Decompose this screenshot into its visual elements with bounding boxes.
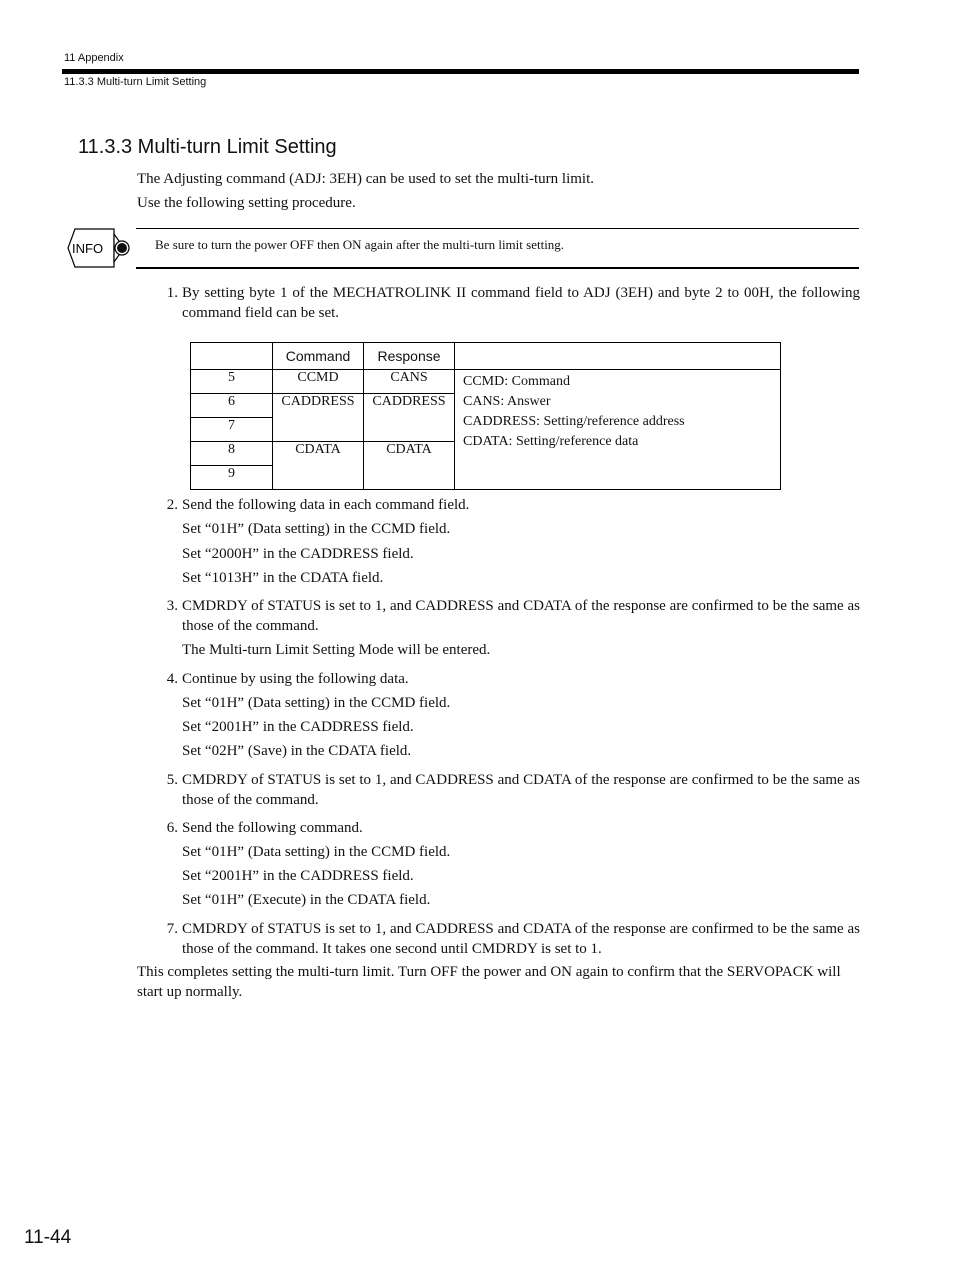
- step-7: [160, 920, 860, 959]
- step-3: [160, 597, 860, 636]
- table-command-cell: CCMD: [273, 370, 364, 394]
- info-text: Be sure to turn the power OFF then ON again after the multi-turn limit setting.: [155, 237, 565, 252]
- intro-line-2: Use the following setting procedure.: [137, 195, 356, 211]
- table-command-cell: CDATA: [273, 442, 364, 490]
- table-note: CADDRESS: Setting/reference address: [463, 414, 685, 429]
- step-text: Send the following command.: [182, 820, 363, 836]
- step-number: 1.: [166, 285, 178, 301]
- command-field-table: [190, 342, 781, 490]
- step-sub-line: Set “01H” (Execute) in the CDATA field.: [182, 892, 431, 908]
- table-byte-cell: 7: [191, 418, 273, 442]
- table-header-notes: [455, 343, 781, 370]
- conclusion-text: This completes setting the multi-turn limit. Turn OFF the power and ON again to confirm that the SERVOPACK will start up normally.: [137, 964, 841, 1000]
- step-number: 3.: [166, 598, 178, 614]
- step-text: CMDRDY of STATUS is set to 1, and CADDRESS and CDATA of the response are confirmed to be the same as those of the command.: [182, 598, 860, 634]
- step-text: By setting byte 1 of the MECHATROLINK II command field to ADJ (3EH) and byte 2 to 00H, the following command field can be set.: [182, 285, 860, 321]
- step-number: 2.: [166, 497, 178, 513]
- table-byte-cell: 6: [191, 394, 273, 418]
- info-icon: [67, 228, 133, 268]
- header-rule: [62, 69, 859, 74]
- step-number: 4.: [166, 671, 178, 687]
- table-note: CANS: Answer: [463, 394, 551, 409]
- table-header-response: Response: [364, 343, 455, 370]
- table-response-cell: CADDRESS: [364, 394, 455, 442]
- step-number: 5.: [166, 772, 178, 788]
- step-text: CMDRDY of STATUS is set to 1, and CADDRESS and CDATA of the response are confirmed to be the same as those of the command. It takes one second until CMDRDY is set to 1.: [182, 921, 860, 957]
- table-command-cell: CADDRESS: [273, 394, 364, 442]
- table-response-cell: CANS: [364, 370, 455, 394]
- step-4: [160, 670, 860, 690]
- table-byte-cell: 9: [191, 466, 273, 490]
- step-sub-line: The Multi-turn Limit Setting Mode will be entered.: [182, 642, 491, 658]
- table-header-command: Command: [273, 343, 364, 370]
- step-sub-line: Set “2001H” in the CADDRESS field.: [182, 719, 414, 735]
- table-header-byte: [191, 343, 273, 370]
- step-sub-line: Set “01H” (Data setting) in the CCMD field.: [182, 695, 451, 711]
- step-text: Continue by using the following data.: [182, 671, 409, 687]
- table-note: CCMD: Command: [463, 374, 570, 389]
- step-6: [160, 819, 860, 839]
- table-byte-cell: 5: [191, 370, 273, 394]
- info-top-rule: [136, 228, 859, 229]
- step-2: [160, 496, 860, 516]
- table-note: CDATA: Setting/reference data: [463, 434, 639, 449]
- header-chapter: 11 Appendix: [64, 52, 124, 64]
- step-text: Send the following data in each command field.: [182, 497, 470, 513]
- step-number: 7.: [166, 921, 178, 937]
- step-sub-line: Set “02H” (Save) in the CDATA field.: [182, 743, 412, 759]
- step-number: 6.: [166, 820, 178, 836]
- section-title: 11.3.3 Multi-turn Limit Setting: [78, 136, 337, 158]
- header-section: 11.3.3 Multi-turn Limit Setting: [64, 76, 207, 88]
- page-number: 11-44: [24, 1227, 72, 1248]
- info-icon-label: INFO: [72, 241, 104, 256]
- info-bottom-rule: [136, 267, 859, 269]
- intro-line-1: The Adjusting command (ADJ: 3EH) can be used to set the multi-turn limit.: [137, 171, 595, 187]
- step-sub-line: Set “01H” (Data setting) in the CCMD field.: [182, 521, 451, 537]
- step-1: [160, 284, 860, 323]
- table-notes-cell: [455, 370, 781, 490]
- step-5: [160, 771, 860, 810]
- step-sub-line: Set “01H” (Data setting) in the CCMD field.: [182, 844, 451, 860]
- table-response-cell: CDATA: [364, 442, 455, 490]
- step-sub-line: Set “2001H” in the CADDRESS field.: [182, 868, 414, 884]
- step-text: CMDRDY of STATUS is set to 1, and CADDRESS and CDATA of the response are confirmed to be the same as those of the command.: [182, 772, 860, 808]
- step-sub-line: Set “1013H” in the CDATA field.: [182, 570, 384, 586]
- table-byte-cell: 8: [191, 442, 273, 466]
- step-sub-line: Set “2000H” in the CADDRESS field.: [182, 546, 414, 562]
